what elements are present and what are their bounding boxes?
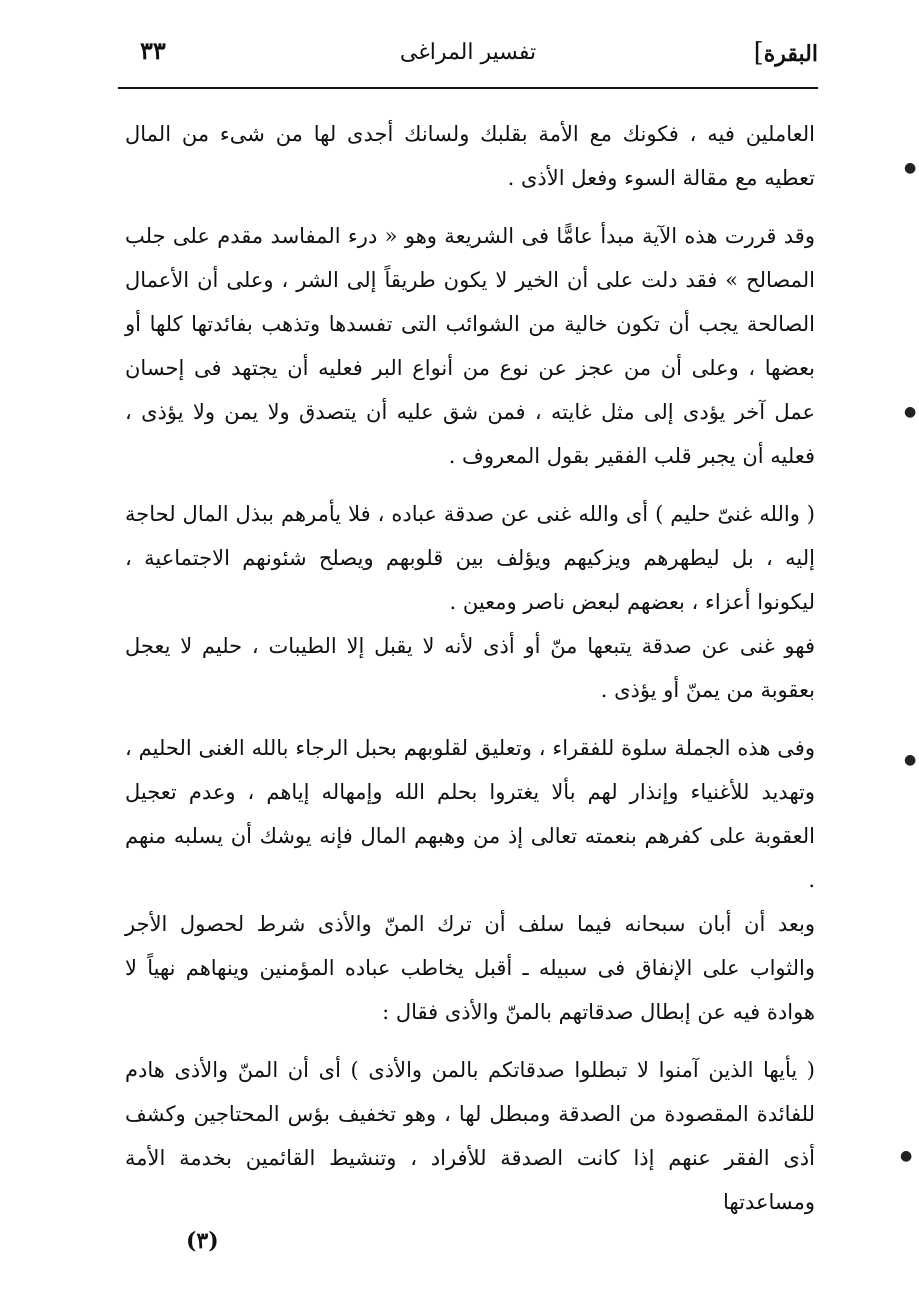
book-title: تفسير المراغى bbox=[399, 40, 537, 65]
margin-blot: ● bbox=[904, 752, 917, 768]
paragraph-5: وفى هذه الجملة سلوة للفقراء ، وتعليق لقلوبهم بحبل الرجاء بالله الغنى الحليم ، وتهديد للأغنياء وإنذار لهم بألا يغتروا بحلم الله وإمهاله إياهم ، وعدم تعجيل العقوبة على كفرهم بنعمته تعالى إذ من وهبهم المال فإنه يوشك أن يسلبه منهم . bbox=[125, 736, 815, 892]
header-bracket: ] bbox=[753, 38, 764, 68]
paragraph-1: العاملين فيه ، فكونك مع الأمة بقلبك ولسانك أجدى لها من شىء من المال تعطيه مع مقالة السوء وفعل الأذى . bbox=[125, 122, 815, 190]
page-body bbox=[125, 112, 815, 1224]
margin-blot: ● bbox=[904, 404, 917, 420]
page-number: ٣٣ bbox=[140, 36, 166, 65]
signature-number: (٣) bbox=[186, 1228, 219, 1254]
paragraph-7: ( يأيها الذين آمنوا لا تبطلوا صدقاتكم بالمن والأذى ) أى أن المنّ والأذى هادم للفائدة المقصودة من الصدقة ومبطل لها ، وهو تخفيف بؤس المحتاجين وكشف أذى الفقر عنهم إذا كانت الصدقة للأفراد ، وتنشيط القائمين بخدمة الأمة ومساعدتها bbox=[125, 1058, 815, 1214]
paragraph-4: فهو غنى عن صدقة يتبعها منّ أو أذى لأنه لا يقبل إلا الطيبات ، حليم لا يعجل بعقوبة من يمنّ أو يؤذى . bbox=[125, 634, 815, 702]
header-rule bbox=[118, 87, 818, 89]
paragraph-6: وبعد أن أبان سبحانه فيما سلف أن ترك المنّ والأذى شرط لحصول الأجر والثواب على الإنفاق فى سبيله ـ أقبل يخاطب عباده المؤمنين وينهاهم نهياً لا هوادة فيه عن إبطال صدقاتهم بالمنّ والأذى فقال : bbox=[125, 912, 815, 1024]
paragraph-3: ( والله غنىّ حليم ) أى والله غنى عن صدقة عباده ، فلا يأمرهم ببذل المال لحاجة إليه ، بل ليطهرهم ويزكيهم ويؤلف بين قلوبهم ويصلح شئونهم الاجتماعية ، ليكونوا أعزاء ، بعضهم لبعض ناصر ومعين . bbox=[125, 502, 815, 614]
page-header bbox=[118, 30, 818, 82]
surah-name: البقرة bbox=[763, 41, 818, 67]
paragraph-2: وقد قررت هذه الآية مبدأ عامًّا فى الشريعة وهو « درء المفاسد مقدم على جلب المصالح » فقد دلت على أن الخير لا يكون طريقاً إلى الشر ، وعلى أن الأعمال الصالحة يجب أن تكون خالية من الشوائب التى تفسدها وتذهب بفائدتها كلها أو بعضها ، وعلى أن من عجز عن نوع من أنواع البر فعليه أن يجتهد فى إحسان عمل آخر يؤدى إلى مثل غايته ، فمن شق عليه أن يتصدق ولا يمن ولا يؤذى ، فعليه أن يجبر قلب الفقير بقول المعروف . bbox=[125, 224, 815, 468]
margin-blot: ● bbox=[904, 160, 917, 176]
margin-blot: ● bbox=[900, 1148, 913, 1164]
